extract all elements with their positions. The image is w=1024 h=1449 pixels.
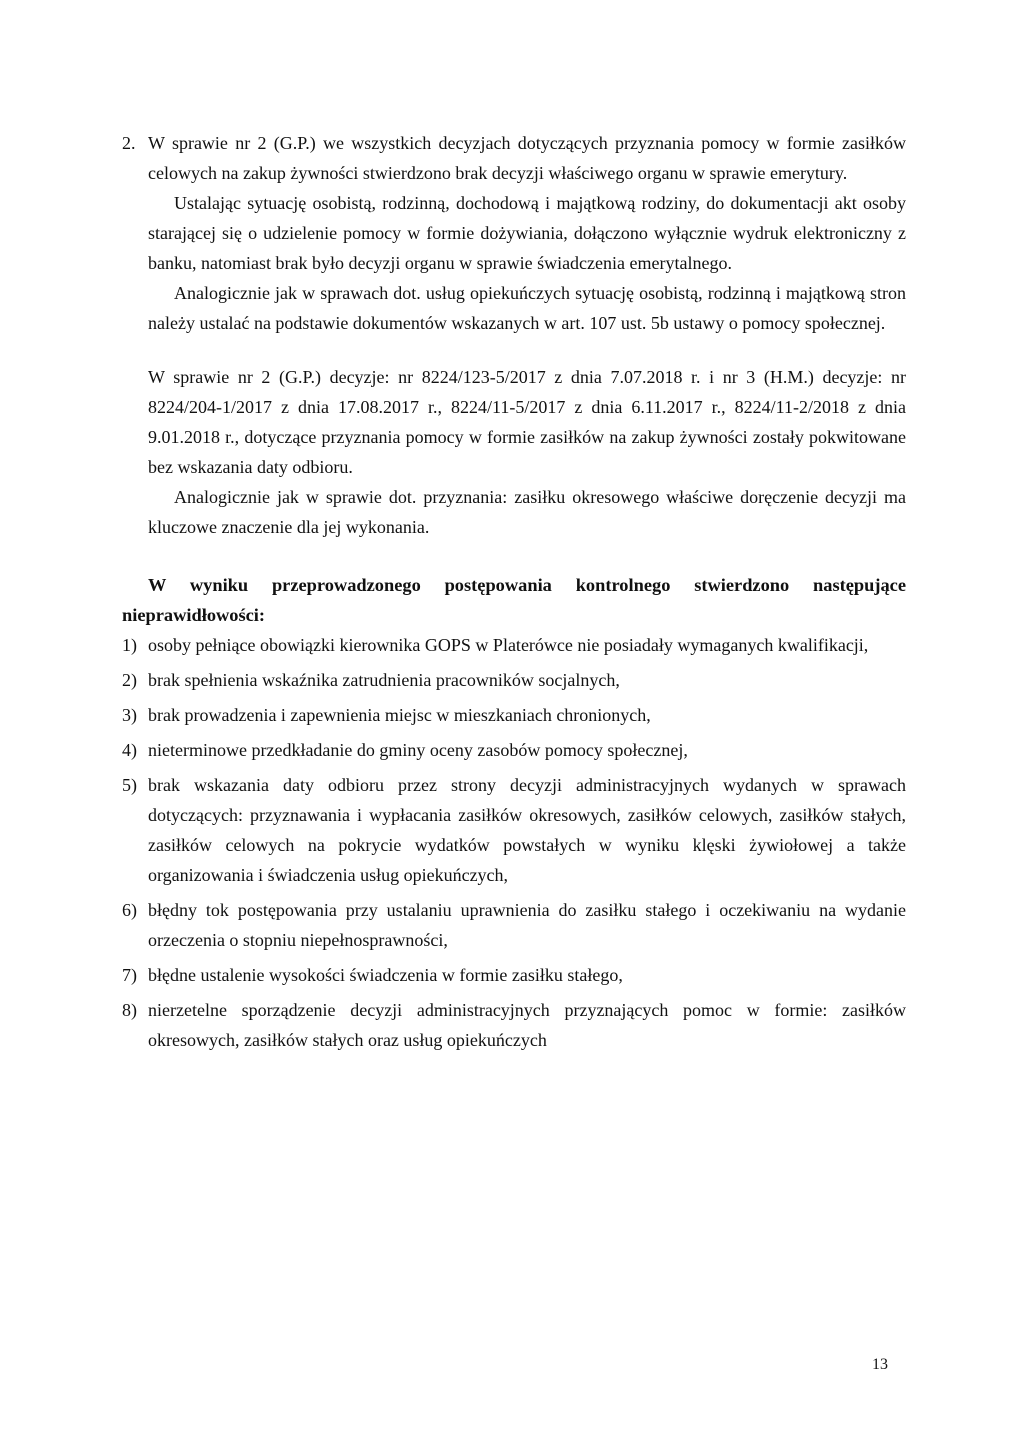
numbered-item (122, 128, 906, 338)
section-deliveries (122, 362, 906, 542)
finding-text: brak prowadzenia i zapewnienia miejsc w mieszkaniach chronionych, (148, 705, 651, 725)
finding-item (122, 770, 906, 890)
finding-item (122, 960, 906, 990)
finding-number: 4) (122, 740, 137, 760)
page-number: 13 (872, 1356, 888, 1373)
item-body (148, 128, 906, 338)
paragraph: W sprawie nr 2 (G.P.) we wszystkich decyzjach dotyczących przyznania pomocy w formie zasiłków celowych na zakup żywności stwierdzono brak decyzji właściwego organu w sprawie emerytury. (148, 133, 906, 183)
finding-text: nierzetelne sporządzenie decyzji administracyjnych przyznających pomoc w formie: zasiłków okresowych, zasiłków stałych oraz usług opiekuńczych (148, 1000, 906, 1050)
finding-text: brak wskazania daty odbioru przez strony decyzji administracyjnych wydanych w sprawach dotyczących: przyznawania i wypłacania zasiłków okresowych, zasiłków celowych, zasiłków stałych, zasiłków celowych na pokrycie wydatków powstałych w wyniku klęski żywiołowej a także organizowania i świadczenia usług opiekuńczych, (148, 775, 906, 885)
paragraph: W sprawie nr 2 (G.P.) decyzje: nr 8224/123-5/2017 z dnia 7.07.2018 r. i nr 3 (H.M.) decyzje: nr 8224/204-1/2017 z dnia 17.08.2017 r., 8224/11-5/2017 z dnia 6.11.2017 r., 8224/11-2/2018 z dnia 9.01.2018 r., dotyczące przyznania pomocy w formie zasiłków na zakup żywności zostały pokwitowane bez wskazania daty odbioru. (148, 367, 906, 477)
finding-number: 7) (122, 965, 137, 985)
finding-text: brak spełnienia wskaźnika zatrudnienia pracowników socjalnych, (148, 670, 620, 690)
findings-heading: W wyniku przeprowadzonego postępowania kontrolnego stwierdzono następujące nieprawidłowości: (122, 575, 906, 625)
finding-text: osoby pełniące obowiązki kierownika GOPS w Platerówce nie posiadały wymaganych kwalifikacji, (148, 635, 869, 655)
page-content (122, 128, 906, 1060)
section-item-2 (122, 128, 906, 338)
finding-item (122, 895, 906, 955)
finding-number: 1) (122, 635, 137, 655)
finding-number: 5) (122, 775, 137, 795)
finding-item (122, 995, 906, 1055)
paragraph: Ustalając sytuację osobistą, rodzinną, dochodową i majątkową rodziny, do dokumentacji akt osoby starającej się o udzielenie pomocy w formie dożywiania, dołączono wyłącznie wydruk elektroniczny z banku, natomiast brak było decyzji organu w sprawie świadczenia emerytalnego. (148, 193, 906, 273)
finding-number: 6) (122, 900, 137, 920)
finding-item (122, 735, 906, 765)
finding-item (122, 700, 906, 730)
item-number: 2. (122, 133, 136, 153)
finding-text: błędny tok postępowania przy ustalaniu uprawnienia do zasiłku stałego i oczekiwaniu na wydanie orzeczenia o stopniu niepełnosprawności, (148, 900, 906, 950)
finding-item (122, 630, 906, 660)
finding-number: 3) (122, 705, 137, 725)
paragraph: Analogicznie jak w sprawie dot. przyznania: zasiłku okresowego właściwe doręczenie decyzji ma kluczowe znaczenie dla jej wykonania. (148, 487, 906, 537)
finding-text: nieterminowe przedkładanie do gminy oceny zasobów pomocy społecznej, (148, 740, 688, 760)
finding-number: 8) (122, 1000, 137, 1020)
finding-number: 2) (122, 670, 137, 690)
finding-text: błędne ustalenie wysokości świadczenia w formie zasiłku stałego, (148, 965, 623, 985)
findings-list (122, 630, 906, 1055)
finding-item (122, 665, 906, 695)
paragraph: Analogicznie jak w sprawach dot. usług opiekuńczych sytuację osobistą, rodzinną i majątkową stron należy ustalać na podstawie dokumentów wskazanych w art. 107 ust. 5b ustawy o pomocy społecznej. (148, 283, 906, 333)
